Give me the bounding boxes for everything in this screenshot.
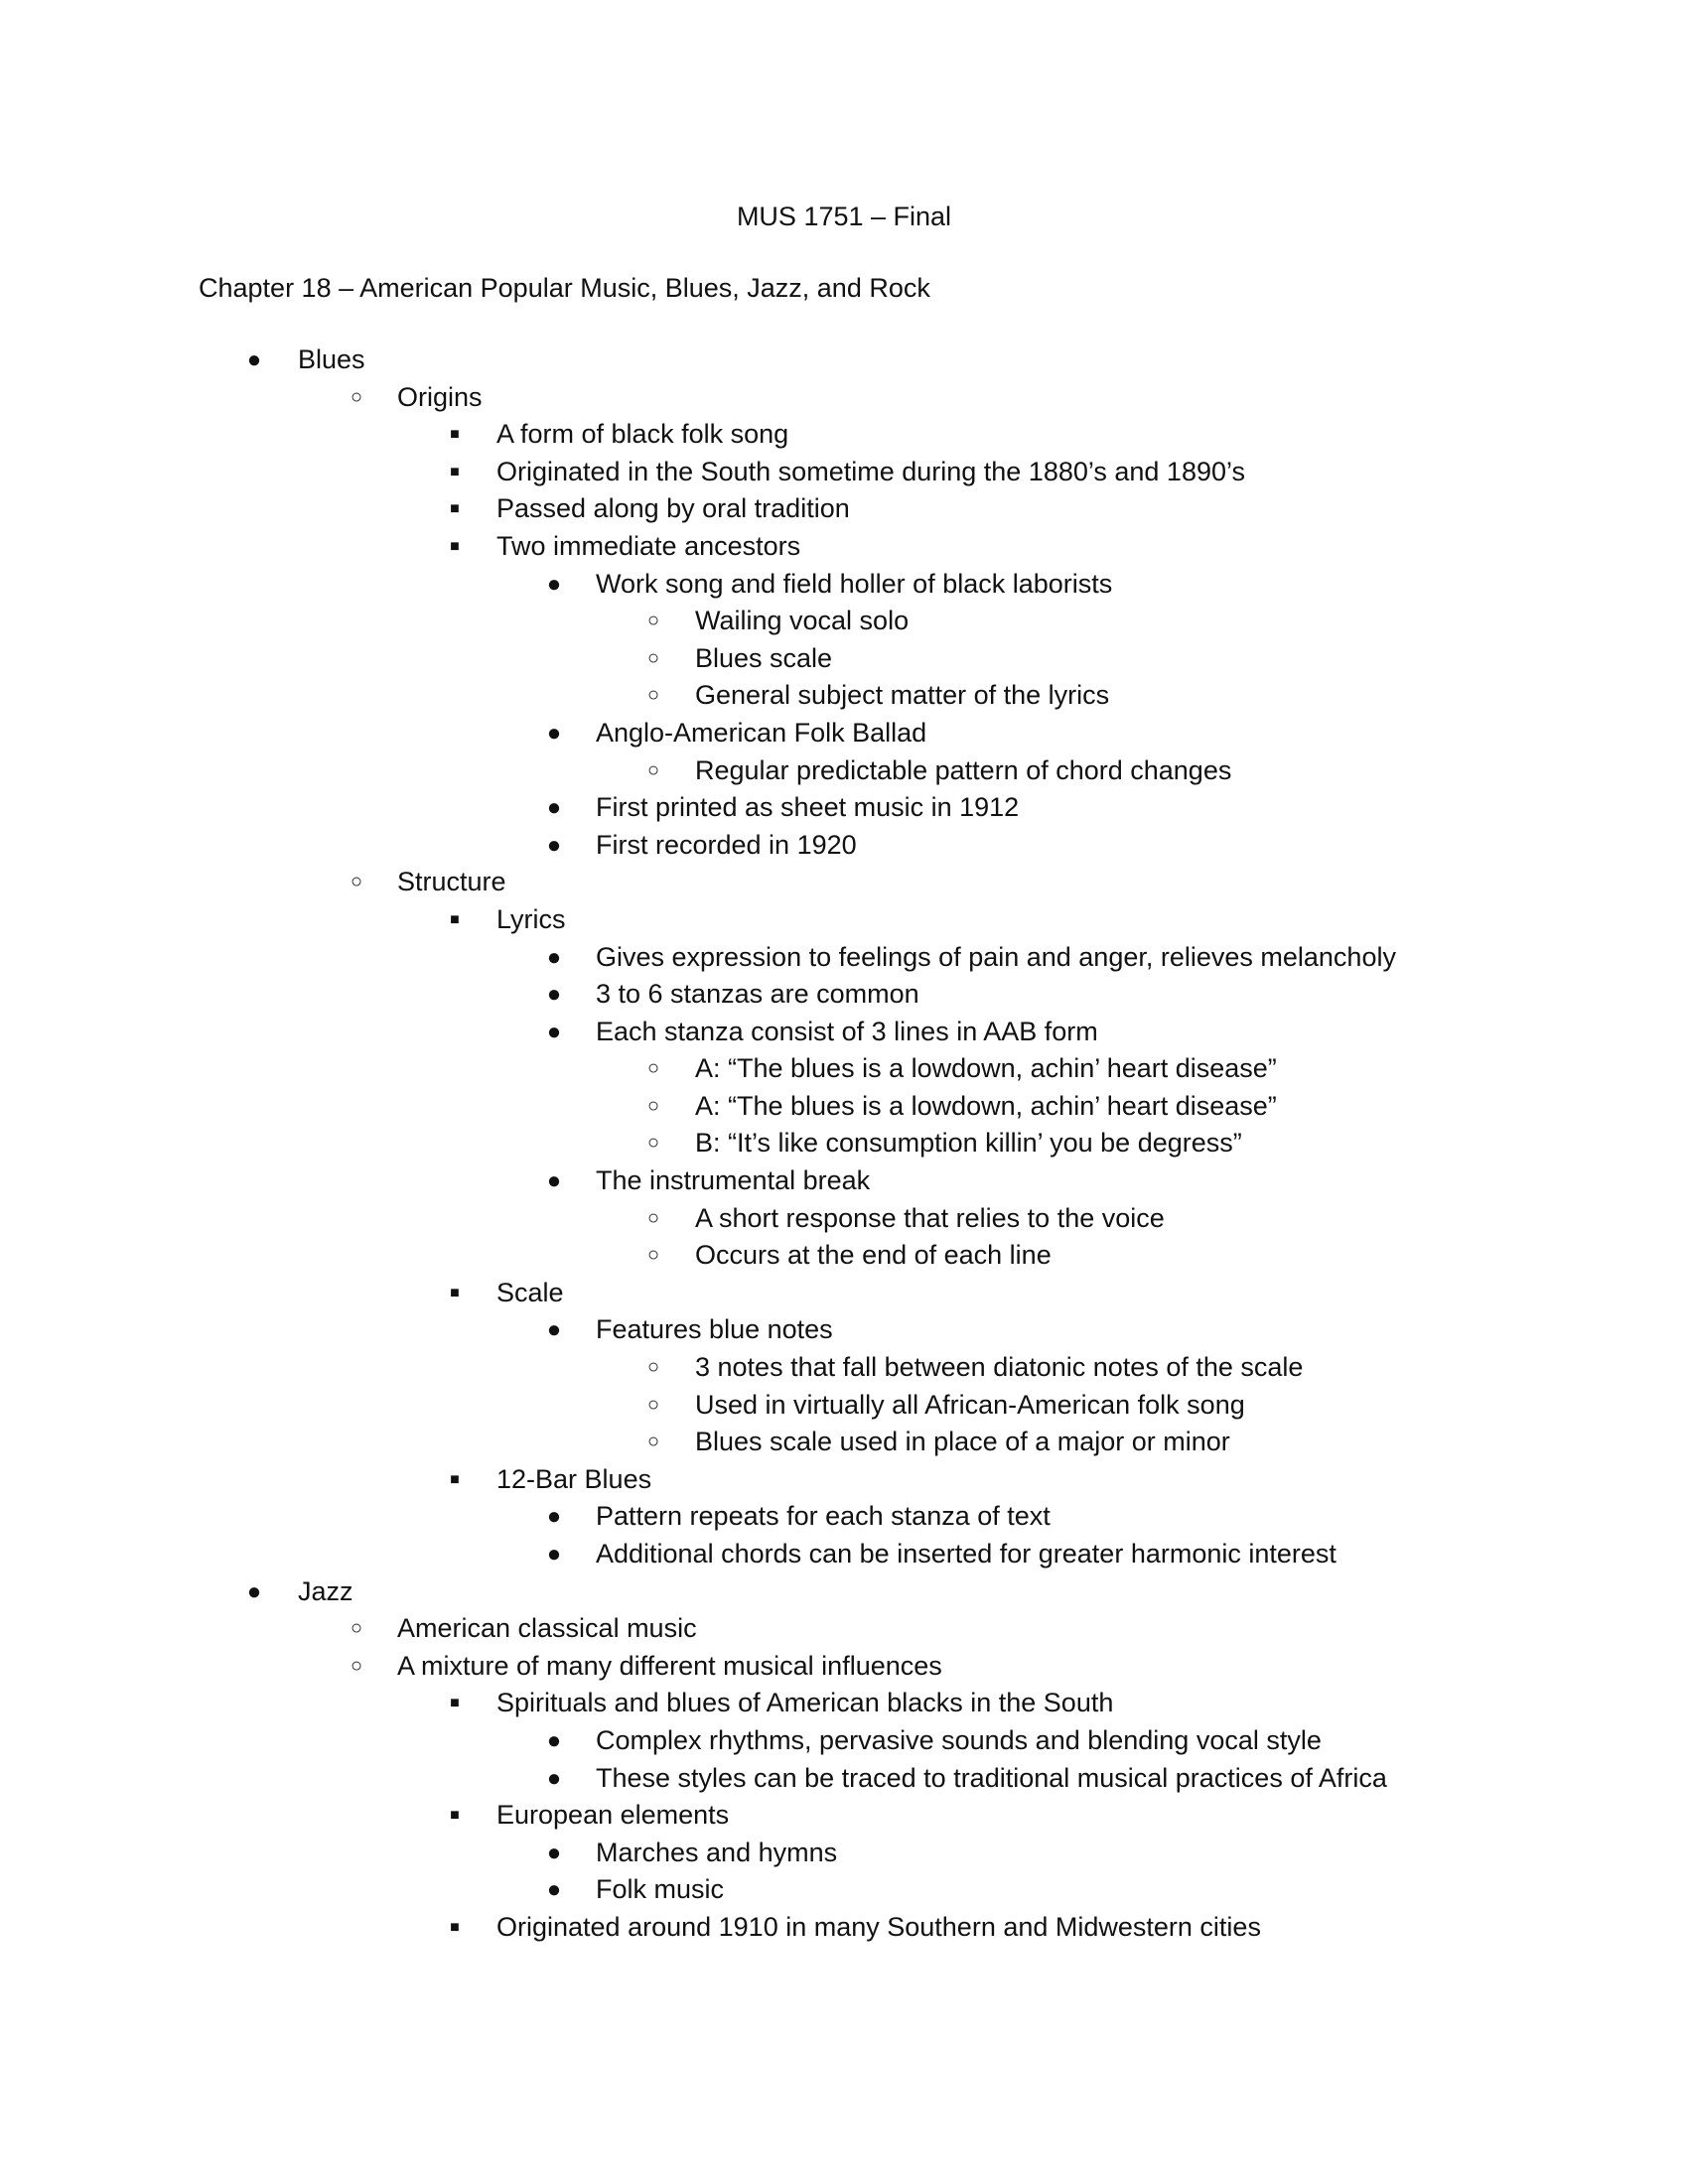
outline-item-text: Blues scale used in place of a major or minor: [695, 1427, 1230, 1457]
outline-item: [0, 901, 1688, 939]
outline-item: [0, 528, 1688, 566]
disc-bullet-icon: ●: [546, 943, 562, 971]
outline-item-text: Two immediate ancestors: [496, 530, 801, 561]
outline-item-text: A: “The blues is a lowdown, achin’ heart disease”: [695, 1090, 1277, 1121]
outline-item: [0, 939, 1688, 977]
outline-item: [0, 1349, 1688, 1387]
disc-bullet-icon: ●: [246, 1577, 262, 1605]
document-title: MUS 1751 – Final: [736, 202, 952, 231]
circle-bullet-icon: ○: [646, 758, 660, 781]
outline-item-text: Spirituals and blues of American blacks in the South: [496, 1688, 1114, 1718]
disc-bullet-icon: ●: [546, 794, 562, 822]
disc-bullet-icon: ●: [546, 831, 562, 859]
outline-list: [0, 341, 1688, 1947]
outline-item-text: These styles can be traced to traditional musical practices of Africa: [596, 1762, 1387, 1793]
disc-bullet-icon: ●: [546, 1764, 562, 1792]
outline-item: [0, 1871, 1688, 1909]
outline-item: [0, 1014, 1688, 1051]
square-bullet-icon: ■: [450, 500, 460, 518]
disc-bullet-icon: ●: [546, 1167, 562, 1195]
square-bullet-icon: ■: [450, 537, 460, 555]
outline-item: [0, 379, 1688, 417]
outline-item-text: American classical music: [397, 1613, 697, 1644]
disc-bullet-icon: ●: [546, 1316, 562, 1344]
circle-bullet-icon: ○: [646, 1206, 660, 1229]
outline-item: [0, 566, 1688, 604]
outline-item: [0, 1536, 1688, 1573]
circle-bullet-icon: ○: [646, 1057, 660, 1080]
outline-item-text: Each stanza consist of 3 lines in AAB form: [596, 1016, 1098, 1046]
outline-item-text: First recorded in 1920: [596, 829, 857, 860]
outline-item-text: 12-Bar Blues: [496, 1463, 652, 1494]
outline-item: [0, 1237, 1688, 1275]
chapter-heading: Chapter 18 – American Popular Music, Blues, Jazz, and Rock: [199, 273, 930, 303]
circle-bullet-icon: ○: [350, 385, 363, 408]
circle-bullet-icon: ○: [646, 610, 660, 632]
outline-item: [0, 1610, 1688, 1648]
circle-bullet-icon: ○: [646, 1132, 660, 1155]
outline-item-text: Folk music: [596, 1874, 725, 1905]
disc-bullet-icon: ●: [546, 1726, 562, 1754]
outline-item: [0, 1909, 1688, 1947]
square-bullet-icon: ■: [450, 1470, 460, 1488]
circle-bullet-icon: ○: [350, 871, 363, 893]
outline-item: [0, 677, 1688, 715]
outline-item-text: Anglo-American Folk Ballad: [596, 717, 927, 748]
outline-item-text: A short response that relies to the voice: [695, 1202, 1165, 1233]
outline-item-text: 3 notes that fall between diatonic notes of the scale: [695, 1352, 1304, 1383]
circle-bullet-icon: ○: [646, 1356, 660, 1379]
disc-bullet-icon: ●: [546, 570, 562, 598]
outline-item-text: Jazz: [298, 1575, 353, 1606]
disc-bullet-icon: ●: [546, 1876, 562, 1904]
outline-item-text: Occurs at the end of each line: [695, 1240, 1052, 1271]
outline-item-text: Blues: [298, 344, 365, 374]
circle-bullet-icon: ○: [646, 1244, 660, 1267]
outline-item-text: A form of black folk song: [496, 419, 789, 450]
outline-item: [0, 1050, 1688, 1088]
outline-item: [0, 1125, 1688, 1162]
outline-item: [0, 490, 1688, 528]
outline-item: [0, 1461, 1688, 1499]
outline-item-text: Origins: [397, 381, 483, 412]
square-bullet-icon: ■: [450, 910, 460, 928]
outline-item-text: A: “The blues is a lowdown, achin’ heart disease”: [695, 1053, 1277, 1084]
outline-item-text: Blues scale: [695, 642, 833, 673]
outline-item-text: Passed along by oral tradition: [496, 493, 850, 524]
outline-item-text: A mixture of many different musical influences: [397, 1650, 942, 1681]
outline-item-text: Complex rhythms, pervasive sounds and blending vocal style: [596, 1724, 1322, 1755]
outline-item: [0, 827, 1688, 865]
outline-item: [0, 1722, 1688, 1760]
outline-item: [0, 1760, 1688, 1798]
outline-item-text: Originated around 1910 in many Southern and Midwestern cities: [496, 1911, 1261, 1942]
outline-item: [0, 454, 1688, 491]
outline-item-text: 3 to 6 stanzas are common: [596, 979, 919, 1010]
outline-item-text: Originated in the South sometime during the 1880’s and 1890’s: [496, 456, 1246, 486]
outline-item: [0, 976, 1688, 1014]
outline-item: [0, 1498, 1688, 1536]
outline-item-text: Used in virtually all African-American folk song: [695, 1389, 1245, 1420]
outline-item: [0, 1162, 1688, 1200]
circle-bullet-icon: ○: [350, 1654, 363, 1677]
outline-item: [0, 1088, 1688, 1126]
disc-bullet-icon: ●: [546, 1839, 562, 1866]
outline-item: [0, 715, 1688, 752]
disc-bullet-icon: ●: [546, 1541, 562, 1568]
circle-bullet-icon: ○: [646, 1431, 660, 1453]
outline-item: [0, 1200, 1688, 1238]
circle-bullet-icon: ○: [646, 1393, 660, 1416]
disc-bullet-icon: ●: [546, 1503, 562, 1531]
outline-item-text: First printed as sheet music in 1912: [596, 792, 1020, 823]
outline-item-text: The instrumental break: [596, 1165, 871, 1196]
square-bullet-icon: ■: [450, 1807, 460, 1825]
circle-bullet-icon: ○: [646, 684, 660, 707]
outline-item: [0, 603, 1688, 640]
square-bullet-icon: ■: [450, 1918, 460, 1936]
outline-item-text: Regular predictable pattern of chord changes: [695, 754, 1232, 785]
outline-item: [0, 640, 1688, 678]
circle-bullet-icon: ○: [646, 1094, 660, 1117]
outline-item-text: B: “It’s like consumption killin’ you be degress”: [695, 1128, 1242, 1159]
disc-bullet-icon: ●: [546, 1018, 562, 1045]
outline-item-text: Features blue notes: [596, 1314, 833, 1345]
outline-item-text: Structure: [397, 867, 506, 897]
outline-item: [0, 1797, 1688, 1835]
outline-item-text: General subject matter of the lyrics: [695, 680, 1110, 711]
outline-item: [0, 1387, 1688, 1425]
disc-bullet-icon: ●: [546, 981, 562, 1009]
disc-bullet-icon: ●: [546, 719, 562, 747]
circle-bullet-icon: ○: [646, 646, 660, 669]
outline-item-text: Additional chords can be inserted for greater harmonic interest: [596, 1539, 1336, 1569]
outline-item-text: Pattern repeats for each stanza of text: [596, 1501, 1051, 1532]
outline-item: [0, 1424, 1688, 1461]
outline-item-text: Gives expression to feelings of pain and anger, relieves melancholy: [596, 941, 1396, 972]
outline-item: [0, 1573, 1688, 1611]
outline-item: [0, 864, 1688, 901]
outline-item-text: European elements: [496, 1800, 730, 1831]
outline-item: [0, 416, 1688, 454]
outline-item-text: Scale: [496, 1277, 564, 1307]
outline-item-text: Work song and field holler of black laborists: [596, 568, 1113, 599]
outline-item: [0, 341, 1688, 379]
disc-bullet-icon: ●: [246, 346, 262, 373]
outline-item: [0, 789, 1688, 827]
outline-item: [0, 1685, 1688, 1722]
outline-item-text: Lyrics: [496, 903, 566, 934]
outline-item: [0, 752, 1688, 790]
outline-item: [0, 1311, 1688, 1349]
outline-item: [0, 1648, 1688, 1686]
square-bullet-icon: ■: [450, 1284, 460, 1301]
square-bullet-icon: ■: [450, 463, 460, 480]
outline-item-text: Marches and hymns: [596, 1837, 838, 1867]
circle-bullet-icon: ○: [350, 1617, 363, 1640]
outline-item-text: Wailing vocal solo: [695, 606, 910, 636]
square-bullet-icon: ■: [450, 426, 460, 444]
outline-item: [0, 1275, 1688, 1312]
outline-item: [0, 1835, 1688, 1872]
square-bullet-icon: ■: [450, 1695, 460, 1712]
